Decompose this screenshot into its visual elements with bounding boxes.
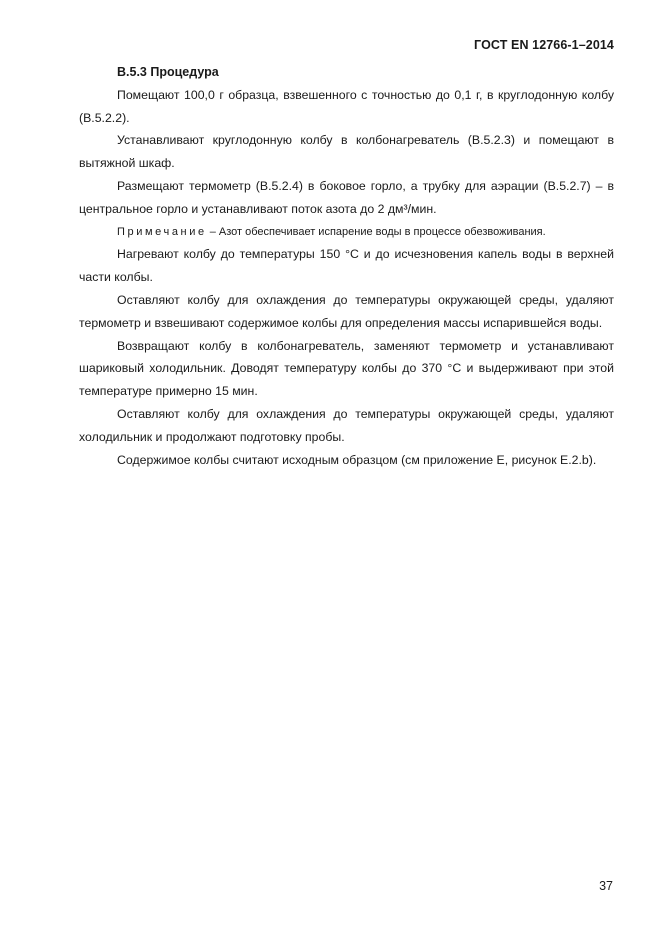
paragraph: Нагревают колбу до температуры 150 °С и до исчезновения капель воды в верхней части колбы. xyxy=(79,247,614,285)
section-title: B.5.3 Процедура xyxy=(117,65,219,79)
paragraph: Оставляют колбу для охлаждения до температуры окружающей среды, удаляют термометр и взвешивают содержимое колбы для определения массы испарившейся воды. xyxy=(79,292,614,330)
page-number: 37 xyxy=(599,879,613,893)
paragraph: Помещают 100,0 г образца, взвешенного с точностью до 0,1 г, в круглодонную колбу (B.5.2.2). xyxy=(79,87,614,125)
note-text: – Азот обеспечивает испарение воды в процессе обезвоживания. xyxy=(206,225,546,238)
paragraph: Возвращают колбу в колбонагреватель, заменяют термометр и устанавливают шариковый холодильник. Доводят температуру колбы до 370 °С и выдерживают при этой температуре примерно 15 мин. xyxy=(79,338,614,399)
note xyxy=(79,221,614,244)
paragraph: Содержимое колбы считают исходным образцом (см приложение Е, рисунок Е.2.b). xyxy=(117,452,597,467)
paragraph: Устанавливают круглодонную колбу в колбонагреватель (B.5.2.3) и помещают в вытяжной шкаф. xyxy=(79,133,614,171)
note-label: Примечание xyxy=(117,225,207,238)
paragraph: Размещают термометр (B.5.2.4) в боковое горло, а трубку для аэрации (B.5.2.7) – в центральное горло и устанавливают поток азота до 2 дм³/мин. xyxy=(79,178,614,216)
standard-header: ГОСТ EN 12766-1–2014 xyxy=(474,38,614,52)
document-body xyxy=(79,61,614,471)
paragraph: Оставляют колбу для охлаждения до температуры окружающей среды, удаляют холодильник и продолжают подготовку пробы. xyxy=(79,406,614,444)
